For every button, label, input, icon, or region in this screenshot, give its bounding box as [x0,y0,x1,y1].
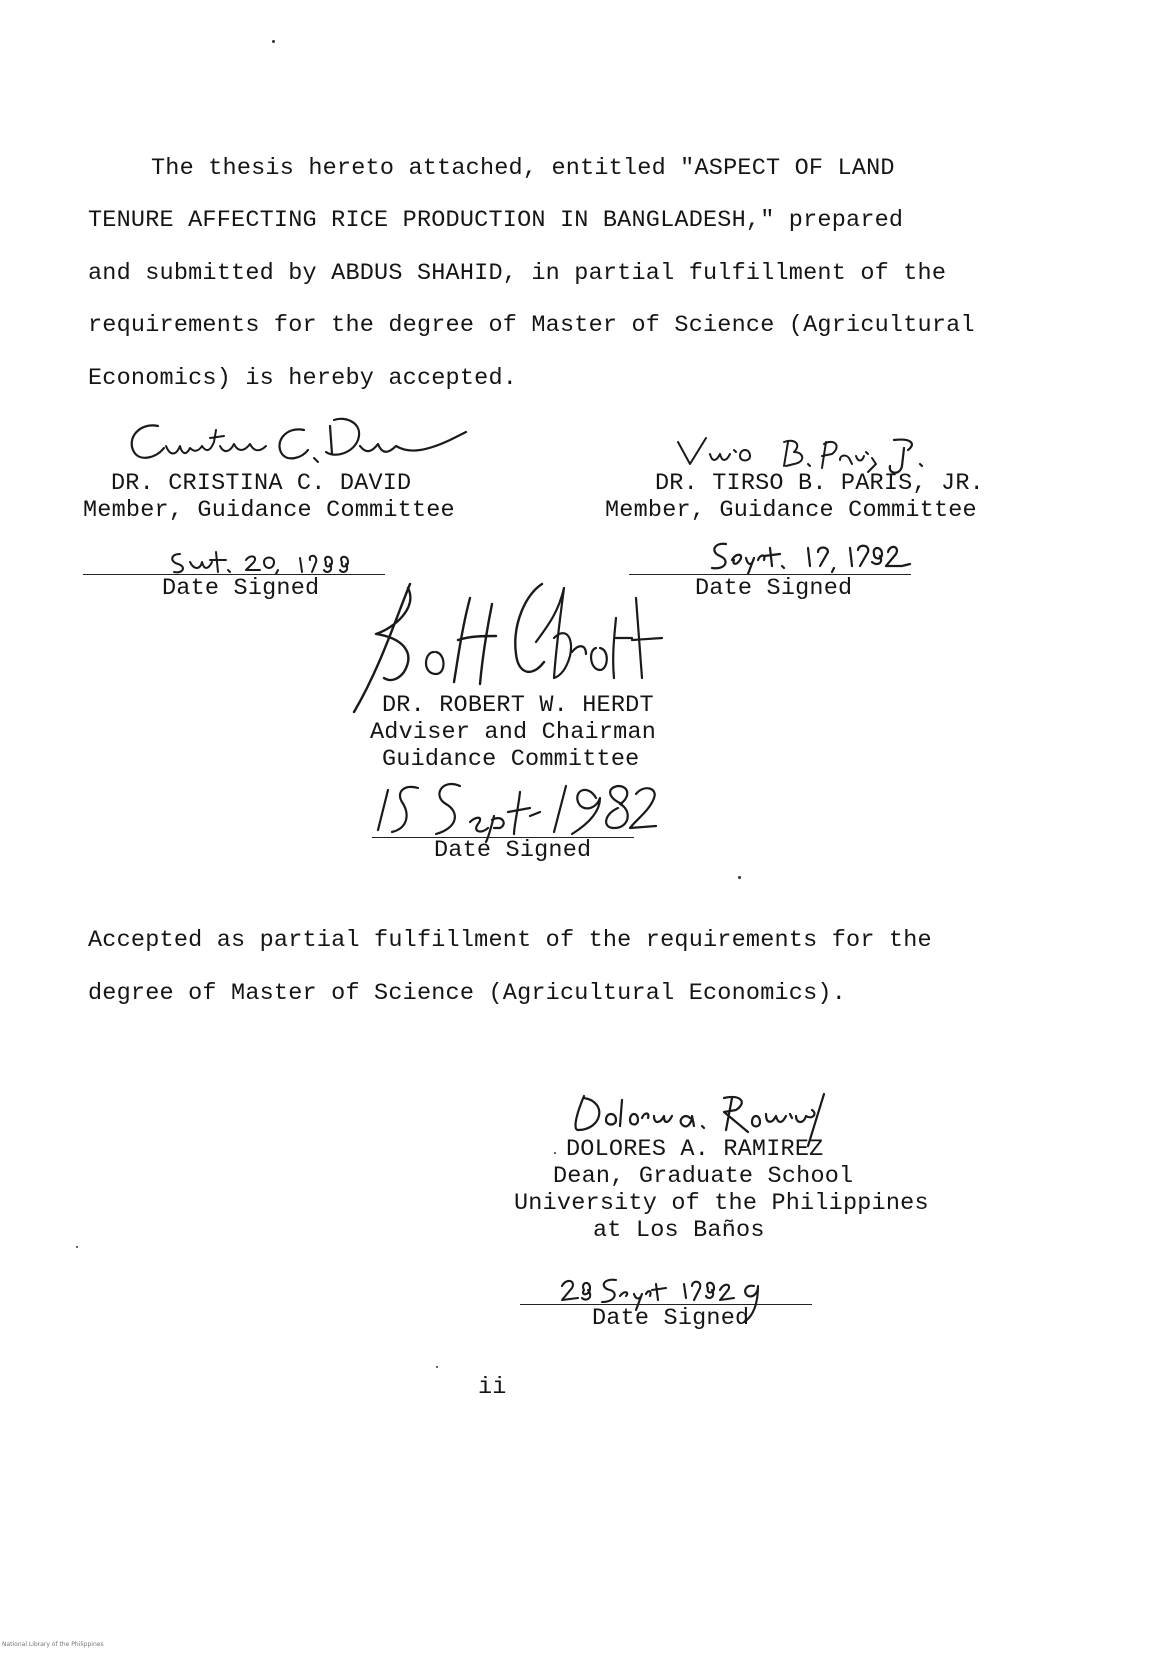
david-name: DR. CRISTINA C. DAVID [111,470,412,497]
date-handwritten-herdt [374,776,658,842]
scan-speck [272,40,275,43]
date-handwritten-paris [704,538,924,574]
scan-footer-text: National Library of the Philippines [2,1641,104,1648]
ramirez-role-line2: University of the Philippines [514,1190,929,1217]
ramirez-name: DOLORES A. RAMIREZ [566,1136,824,1163]
ramirez-role-line1: Dean, Graduate School [553,1163,854,1190]
page-number: ii [478,1374,507,1401]
scan-speck [436,1366,438,1368]
david-role: Member, Guidance Committee [83,497,455,524]
paragraph-line: Economics) is hereby accepted. [88,365,518,392]
paris-role: Member, Guidance Committee [605,497,977,524]
paragraph-line: degree of Master of Science (Agricultural Economics). [88,980,847,1007]
scan-speck [738,876,741,879]
herdt-name: DR. ROBERT W. HERDT [382,692,654,719]
scan-speck [76,1246,78,1248]
herdt-role-line2: Guidance Committee [382,746,640,773]
date-label-paris: Date Signed [695,575,853,602]
paris-name: DR. TIRSO B. PARIS, JR. [655,470,984,497]
paragraph-line: requirements for the degree of Master of Science (Agricultural [88,312,975,339]
paragraph-line: Accepted as partial fulfillment of the requirements for the [88,927,932,954]
date-label-herdt: Date Signed [434,837,592,864]
signature-david [120,412,480,474]
scan-speck [554,1152,556,1154]
paragraph-line: and submitted by ABDUS SHAHID, in partial fulfillment of the [88,260,947,287]
date-label-ramirez: Date Signed [592,1305,750,1332]
paragraph-line: The thesis hereto attached, entitled "ASPECT OF LAND [151,155,895,182]
paragraph-line: TENURE AFFECTING RICE PRODUCTION IN BANGLADESH," prepared [88,207,904,234]
ramirez-role-line3: at Los Baños [593,1217,765,1244]
herdt-role-line1: Adviser and Chairman [370,719,657,746]
date-label-david: Date Signed [162,575,320,602]
